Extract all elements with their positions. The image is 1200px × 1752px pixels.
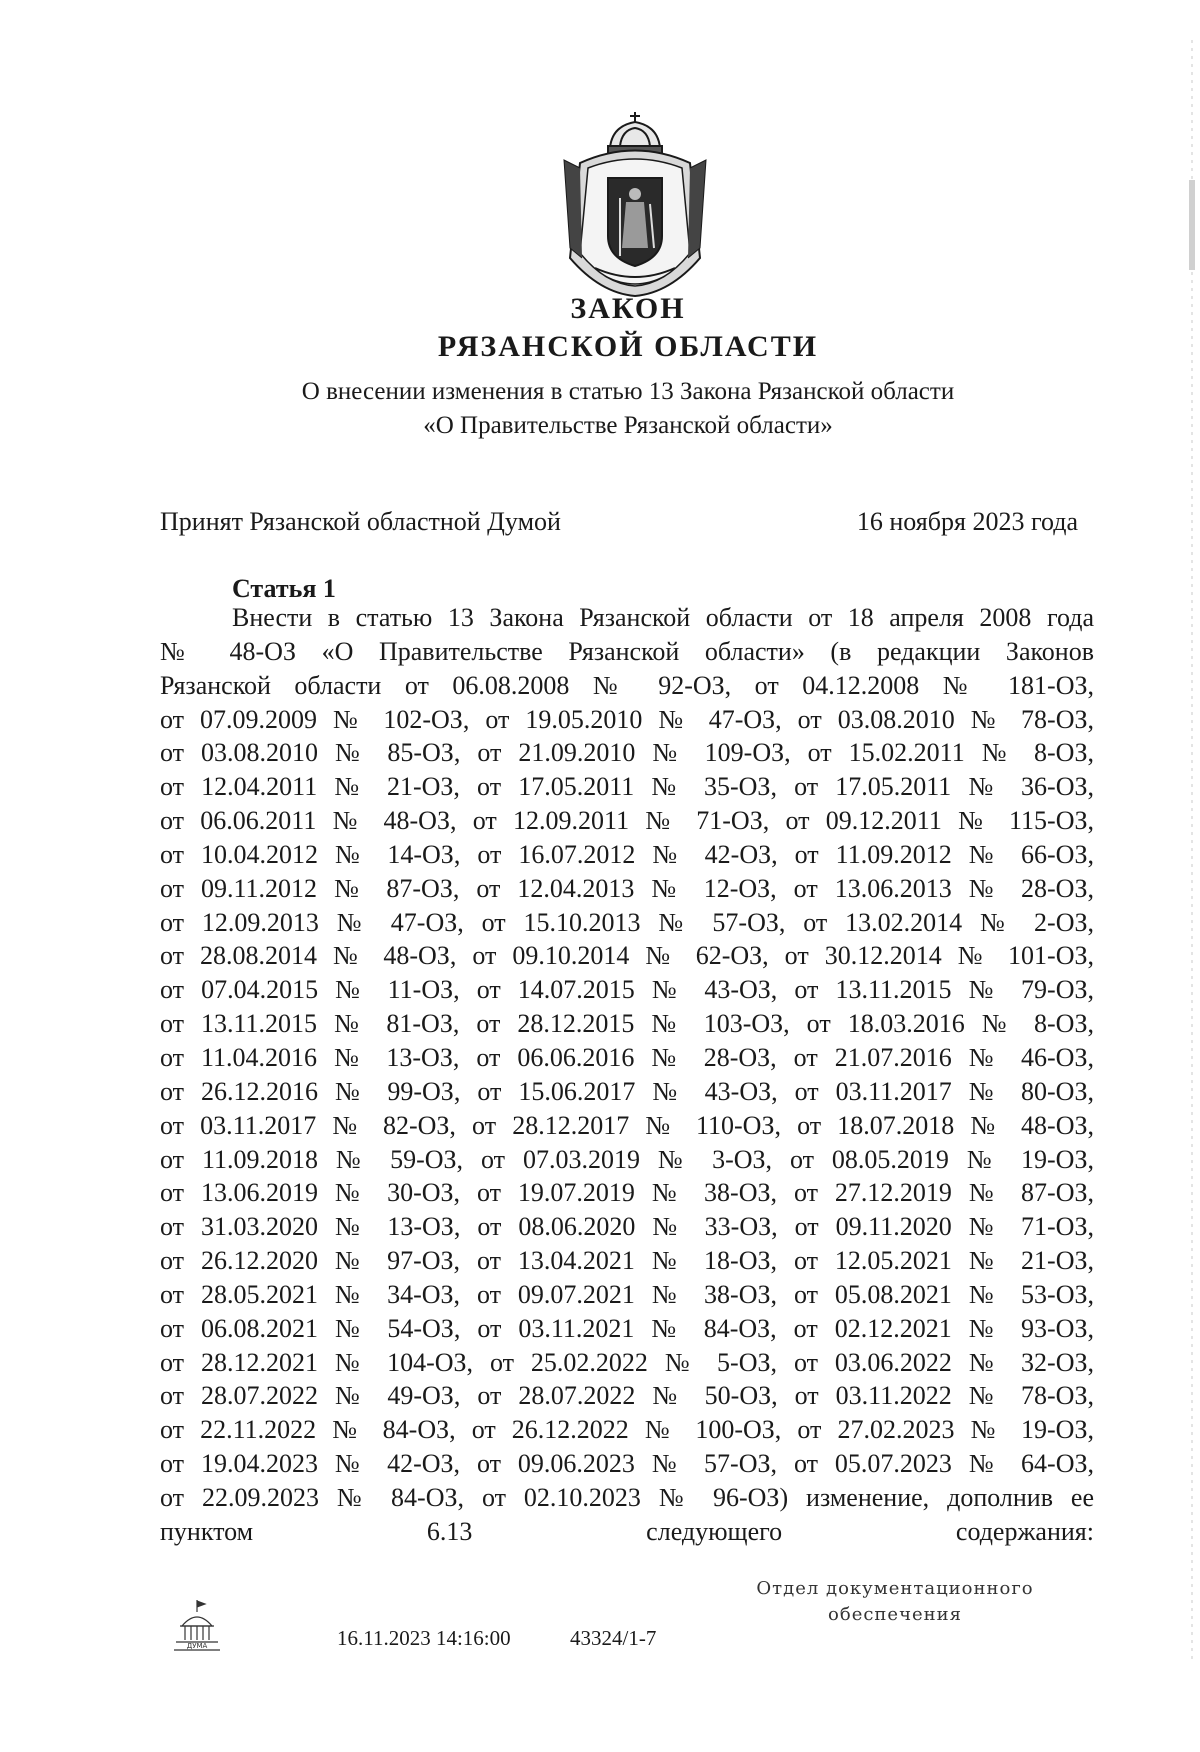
article-line: от 22.11.2022 № 84-ОЗ, от 26.12.2022 № 100-ОЗ, от 27.02.2023 № 19-ОЗ,: [160, 1415, 1094, 1445]
duma-building-icon: [172, 1598, 222, 1654]
department-stamp: [735, 1576, 1055, 1628]
article-line: от 11.04.2016 № 13-ОЗ, от 06.06.2016 № 28-ОЗ, от 21.07.2016 № 46-ОЗ,: [160, 1042, 1094, 1072]
law-title: ЗАКОН: [570, 292, 686, 325]
article-line: от 28.12.2021 № 104-ОЗ, от 25.02.2022 № 5-ОЗ, от 03.06.2022 № 32-ОЗ,: [160, 1347, 1094, 1377]
article-line: от 12.09.2013 № 47-ОЗ, от 15.10.2013 № 57-ОЗ, от 13.02.2014 № 2-ОЗ,: [160, 907, 1094, 937]
article-line: от 03.08.2010 № 85-ОЗ, от 21.09.2010 № 109-ОЗ, от 15.02.2011 № 8-ОЗ,: [160, 738, 1094, 768]
scan-edge-artifact: [1188, 40, 1196, 1660]
article-line: от 28.08.2014 № 48-ОЗ, от 09.10.2014 № 62-ОЗ, от 30.12.2014 № 101-ОЗ,: [160, 941, 1094, 971]
article-line: от 10.04.2012 № 14-ОЗ, от 16.07.2012 № 42-ОЗ, от 11.09.2012 № 66-ОЗ,: [160, 839, 1094, 869]
article-line: от 06.06.2011 № 48-ОЗ, от 12.09.2011 № 71-ОЗ, от 09.12.2011 № 115-ОЗ,: [160, 806, 1094, 836]
ryazan-coat-of-arms-icon: [550, 108, 720, 298]
article-line: от 09.11.2012 № 87-ОЗ, от 12.04.2013 № 12-ОЗ, от 13.06.2013 № 28-ОЗ,: [160, 873, 1094, 903]
article-line: [160, 1650, 1094, 1684]
registration-datetime: 16.11.2023 14:16:00: [337, 1626, 511, 1650]
article-line: от 12.04.2011 № 21-ОЗ, от 17.05.2011 № 35-ОЗ, от 17.05.2011 № 36-ОЗ,: [160, 772, 1094, 802]
article-line: от 28.07.2022 № 49-ОЗ, от 28.07.2022 № 50-ОЗ, от 03.11.2022 № 78-ОЗ,: [160, 1381, 1094, 1411]
article-line: от 06.08.2021 № 54-ОЗ, от 03.11.2021 № 84-ОЗ, от 02.12.2021 № 93-ОЗ,: [160, 1313, 1094, 1343]
article-line: от 07.04.2015 № 11-ОЗ, от 14.07.2015 № 43-ОЗ, от 13.11.2015 № 79-ОЗ,: [160, 975, 1094, 1005]
article-line: от 31.03.2020 № 13-ОЗ, от 08.06.2020 № 33-ОЗ, от 09.11.2020 № 71-ОЗ,: [160, 1212, 1094, 1242]
article-line: пунктом 6.13 следующего содержания:: [160, 1516, 1094, 1546]
article-line: от 28.05.2021 № 34-ОЗ, от 09.07.2021 № 38-ОЗ, от 05.08.2021 № 53-ОЗ,: [160, 1279, 1094, 1309]
article-line: от 26.12.2020 № 97-ОЗ, от 13.04.2021 № 18-ОЗ, от 12.05.2021 № 21-ОЗ,: [160, 1246, 1094, 1276]
article-line: № 48-ОЗ «О Правительстве Рязанской области» (в редакции Законов: [160, 636, 1094, 666]
department-line-1: Отдел документационного: [756, 1578, 1034, 1599]
article-line: от 11.09.2018 № 59-ОЗ, от 07.03.2019 № 3-ОЗ, от 08.05.2019 № 19-ОЗ,: [160, 1144, 1094, 1174]
article-heading: Статья 1: [232, 574, 336, 603]
article-line: от 03.11.2017 № 82-ОЗ, от 28.12.2017 № 110-ОЗ, от 18.07.2018 № 48-ОЗ,: [160, 1110, 1094, 1140]
law-subject-line-2: «О Правительстве Рязанской области»: [423, 412, 833, 439]
article-line: Рязанской области от 06.08.2008 № 92-ОЗ, от 04.12.2008 № 181-ОЗ,: [160, 670, 1094, 700]
article-line: [160, 1718, 1094, 1752]
article-line: от 07.09.2009 № 102-ОЗ, от 19.05.2010 № 47-ОЗ, от 03.08.2010 № 78-ОЗ,: [160, 704, 1094, 734]
adoption-date: 16 ноября 2023 года: [856, 507, 1078, 536]
article-line: [160, 1684, 1094, 1718]
article-line: от 19.04.2023 № 42-ОЗ, от 09.06.2023 № 57-ОЗ, от 05.07.2023 № 64-ОЗ,: [160, 1449, 1094, 1479]
department-line-2: обеспечения: [828, 1604, 962, 1625]
article-line: от 13.11.2015 № 81-ОЗ, от 28.12.2015 № 103-ОЗ, от 18.03.2016 № 8-ОЗ,: [160, 1009, 1094, 1039]
article-line: от 26.12.2016 № 99-ОЗ, от 15.06.2017 № 43-ОЗ, от 03.11.2017 № 80-ОЗ,: [160, 1076, 1094, 1106]
duma-logo-text: ДУМА: [186, 1642, 208, 1650]
article-line: Внести в статью 13 Закона Рязанской области от 18 апреля 2008 года: [232, 603, 1094, 632]
law-subject-line-1: О внесении изменения в статью 13 Закона Рязанской области: [301, 378, 955, 405]
article-line: от 13.06.2019 № 30-ОЗ, от 19.07.2019 № 38-ОЗ, от 27.12.2019 № 87-ОЗ,: [160, 1178, 1094, 1208]
article-line: от 22.09.2023 № 84-ОЗ, от 02.10.2023 № 96-ОЗ) изменение, дополнив ее: [160, 1482, 1094, 1512]
law-region-title: РЯЗАНСКОЙ ОБЛАСТИ: [437, 330, 819, 363]
adopted-by: Принят Рязанской областной Думой: [160, 507, 561, 536]
registration-number: 43324/1-7: [570, 1626, 657, 1650]
